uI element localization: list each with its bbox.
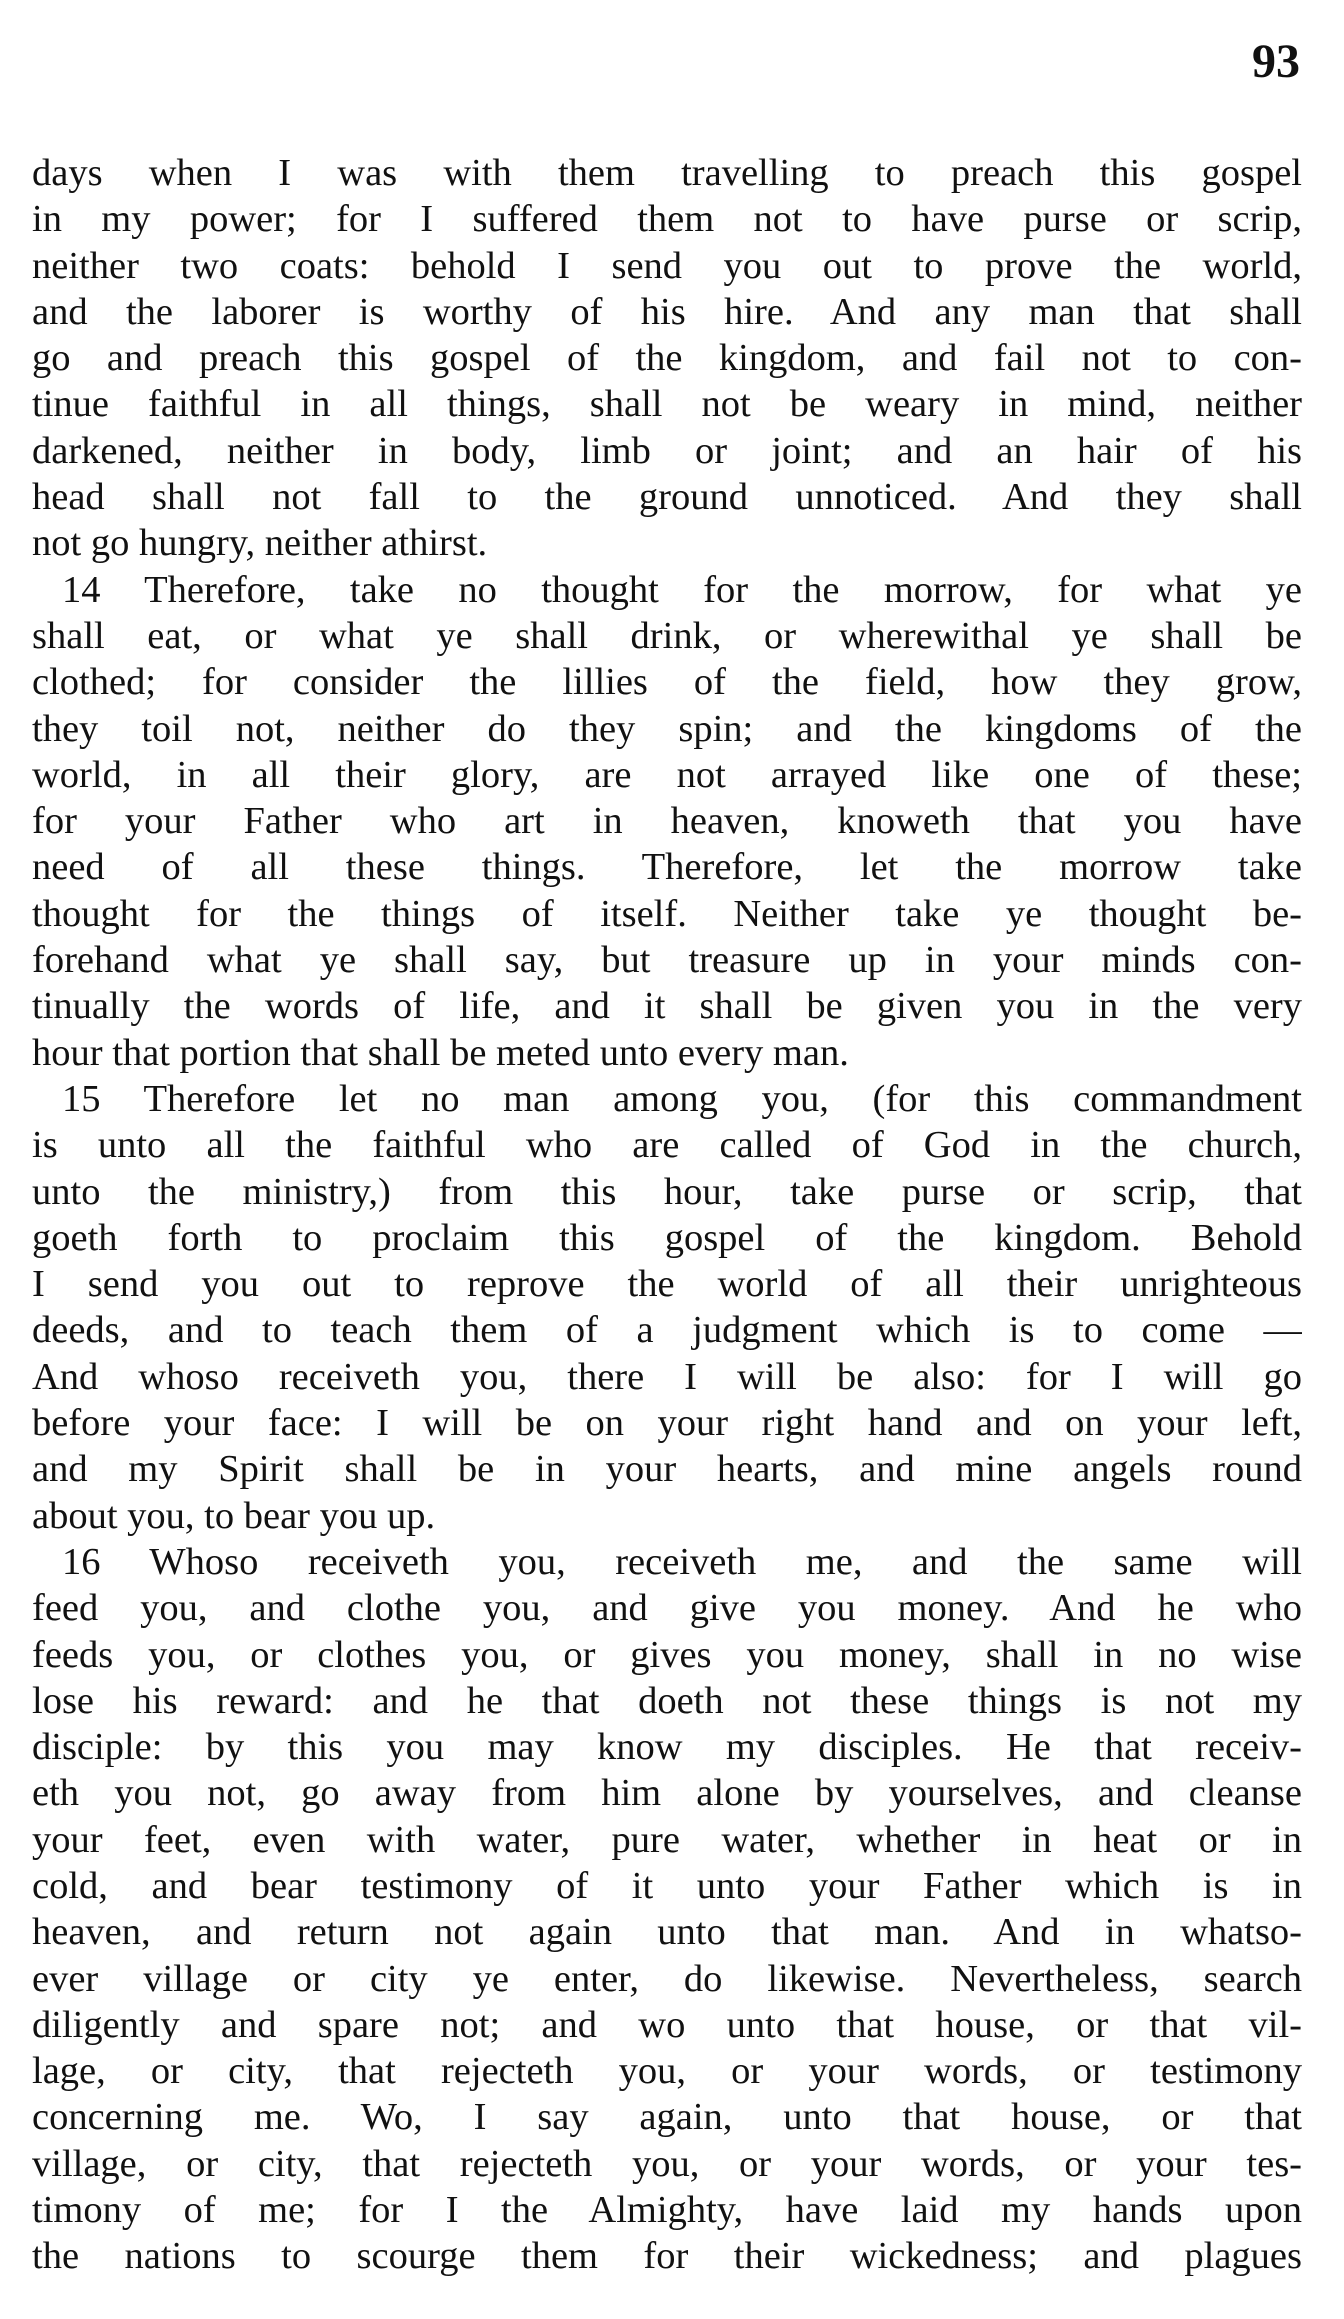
text-line: and the laborer is worthy of his hire. And any man that shall [32, 290, 1302, 333]
text-line: head shall not fall to the ground unnoticed. And they shall [32, 476, 1302, 519]
text-line: And whoso receiveth you, there I will be also: for I will go [32, 1355, 1302, 1398]
text-line: forehand what ye shall say, but treasure up in your minds con- [32, 939, 1302, 982]
text-line: I send you out to reprove the world of all their unrighteous [32, 1263, 1302, 1306]
text-line: neither two coats: behold I send you out to prove the world, [32, 244, 1302, 287]
text-line: village, or city, that rejecteth you, or your words, or your tes- [32, 2142, 1302, 2185]
text-line: the nations to scourge them for their wickedness; and plagues [32, 2235, 1302, 2278]
text-line: eth you not, go away from him alone by yourselves, and cleanse [32, 1772, 1302, 1815]
text-line: heaven, and return not again unto that man. And in whatso- [32, 1911, 1302, 1954]
text-line: before your face: I will be on your right hand and on your left, [32, 1402, 1302, 1445]
text-line: feeds you, or clothes you, or gives you money, shall in no wise [32, 1633, 1302, 1676]
text-line: disciple: by this you may know my disciples. He that receiv- [32, 1726, 1302, 1769]
text-line: they toil not, neither do they spin; and the kingdoms of the [32, 707, 1302, 750]
text-line: tinue faithful in all things, shall not be weary in mind, neither [32, 383, 1302, 426]
text-line: deeds, and to teach them of a judgment which is to come — [32, 1309, 1302, 1352]
text-line: need of all these things. Therefore, let the morrow take [32, 846, 1302, 889]
text-line: and my Spirit shall be in your hearts, and mine angels round [32, 1448, 1302, 1491]
text-line: about you, to bear you up. [32, 1494, 436, 1537]
text-line: hour that portion that shall be meted unto every man. [32, 1031, 849, 1074]
text-line: shall eat, or what ye shall drink, or wherewithal ye shall be [32, 614, 1302, 657]
text-line: cold, and bear testimony of it unto your Father which is in [32, 1864, 1302, 1907]
text-line: world, in all their glory, are not arrayed like one of these; [32, 753, 1302, 796]
text-line: ever village or city ye enter, do likewise. Nevertheless, search [32, 1957, 1302, 2000]
text-line: unto the ministry,) from this hour, take purse or scrip, that [32, 1170, 1302, 1213]
text-line: lage, or city, that rejecteth you, or your words, or testimony [32, 2050, 1302, 2093]
text-line: in my power; for I suffered them not to have purse or scrip, [32, 198, 1302, 241]
text-line: concerning me. Wo, I say again, unto that house, or that [32, 2096, 1302, 2139]
text-line: feed you, and clothe you, and give you money. And he who [32, 1587, 1302, 1630]
text-line: timony of me; for I the Almighty, have laid my hands upon [32, 2189, 1302, 2232]
text-line: goeth forth to proclaim this gospel of the kingdom. Behold [32, 1216, 1302, 1259]
text-line: diligently and spare not; and wo unto that house, or that vil- [32, 2003, 1302, 2046]
text-line: lose his reward: and he that doeth not these things is not my [32, 1679, 1302, 1722]
text-line: days when I was with them travelling to preach this gospel [32, 152, 1302, 194]
text-line: not go hungry, neither athirst. [32, 522, 488, 565]
body-text [32, 150, 1302, 2280]
text-line: clothed; for consider the lillies of the field, how they grow, [32, 661, 1302, 704]
text-line: go and preach this gospel of the kingdom, and fail not to con- [32, 337, 1302, 380]
text-line: is unto all the faithful who are called of God in the church, [32, 1124, 1302, 1167]
page-number: 93 [1252, 35, 1300, 88]
verse-15-start: 15 Therefore let no man among you, (for this commandment [62, 1077, 1302, 1120]
verse-16-start: 16 Whoso receiveth you, receiveth me, and the same will [62, 1540, 1302, 1583]
text-line: your feet, even with water, pure water, whether in heat or in [32, 1818, 1302, 1861]
text-line: for your Father who art in heaven, knoweth that you have [32, 800, 1302, 843]
text-line: thought for the things of itself. Neither take ye thought be- [32, 892, 1302, 935]
text-line: darkened, neither in body, limb or joint; and an hair of his [32, 429, 1302, 472]
verse-14-start: 14 Therefore, take no thought for the morrow, for what ye [62, 568, 1302, 611]
text-line: tinually the words of life, and it shall be given you in the very [32, 985, 1302, 1028]
